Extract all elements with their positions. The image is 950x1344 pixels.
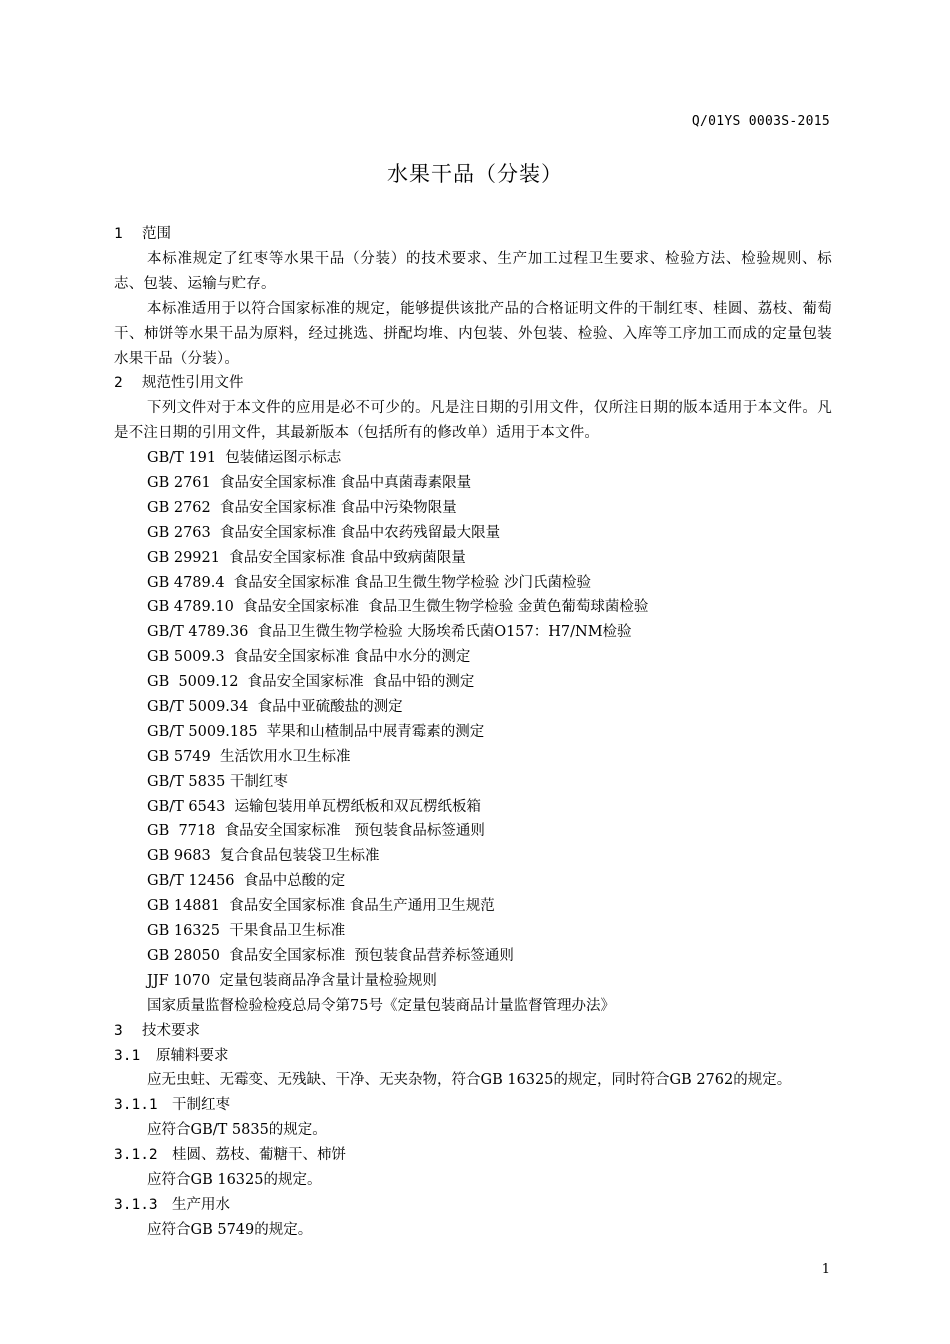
reference-item: GB/T 6543 运输包装用单瓦楞纸板和双瓦楞纸板箱 [147,798,482,815]
document-body [114,222,832,1243]
reference-item: GB 2763 食品安全国家标准 食品中农药残留最大限量 [147,524,501,541]
section-number: 3 [114,1022,123,1039]
section-title: 生产用水 [172,1196,230,1213]
section-number: 3.1.2 [114,1147,158,1164]
section-title: 范围 [142,226,171,242]
section-heading-normative-references [114,371,832,396]
paragraph [114,396,832,446]
reference-item: GB 9683 复合食品包装袋卫生标准 [147,848,380,865]
section-heading-scope [114,222,832,247]
section-number: 3.1.1 [114,1097,158,1114]
reference-item: GB 2762 食品安全国家标准 食品中污染物限量 [147,499,457,516]
reference-item: GB 5009.3 食品安全国家标准 食品中水分的测定 [147,649,471,666]
section-number: 1 [114,226,123,242]
section-title: 技术要求 [142,1022,200,1039]
reference-item: JJF 1070 定量包装商品净含量计量检验规则 [147,972,437,989]
subsection-heading-raw-materials [114,1044,832,1069]
section-title: 桂圆、荔枝、葡糖干、柿饼 [172,1147,346,1164]
paragraph: 应无虫蛀、无霉变、无残缺、干净、无夹杂物，符合GB 16325的规定，同时符合GB 2762的规定。 [147,1072,792,1089]
section-title: 原辅料要求 [156,1047,229,1064]
paragraph-text: 本标准适用于以符合国家标准的规定，能够提供该批产品的合格证明文件的干制红枣、桂圆、荔枝、葡萄干、柿饼等水果干品为原料，经过挑选、拼配均堆、内包装、外包装、检验、入库等工序加工而成的定量包装水果干品（分装）。 [114,300,832,367]
reference-item: GB 5749 生活饮用水卫生标准 [147,748,351,765]
document-title: 水果干品（分装） [387,162,563,186]
subsection-heading-dried-jujube [114,1093,832,1118]
reference-item: GB/T 5009.185 苹果和山楂制品中展青霉素的测定 [147,723,485,740]
standard-code: Q/01YS 0003S-2015 [691,114,830,129]
paragraph: 应符合GB 5749的规定。 [147,1221,313,1238]
reference-item: GB 16325 干果食品卫生标准 [147,923,346,940]
subsection-heading-longan-lychee [114,1143,832,1168]
reference-item: GB 14881 食品安全国家标准 食品生产通用卫生规范 [147,898,495,915]
reference-item: GB/T 191 包装储运图示标志 [147,450,342,467]
reference-item: GB 7718 食品安全国家标准 预包装食品标签通则 [147,823,485,840]
reference-item: GB 29921 食品安全国家标准 食品中致病菌限量 [147,549,466,566]
reference-item: GB 5009.12 食品安全国家标准 食品中铅的测定 [147,674,475,691]
reference-item: GB 28050 食品安全国家标准 预包装食品营养标签通则 [147,947,514,964]
reference-item: GB/T 5835 干制红枣 [147,773,288,790]
reference-item: GB 4789.10 食品安全国家标准 食品卫生微生物学检验 金黄色葡萄球菌检验 [147,599,649,616]
section-heading-technical-requirements [114,1019,832,1044]
section-title: 干制红枣 [172,1097,230,1114]
reference-item: GB/T 4789.36 食品卫生微生物学检验 大肠埃希氏菌O157：H7/NM检验 [147,624,632,641]
paragraph [114,297,832,372]
reference-item: 国家质量监督检验检疫总局令第75号《定量包装商品计量监督管理办法》 [147,997,615,1014]
reference-item: GB/T 5009.34 食品中亚硫酸盐的测定 [147,699,403,716]
section-number: 2 [114,375,123,392]
page-number: 1 [821,1262,830,1277]
subsection-heading-production-water [114,1193,832,1218]
paragraph-text: 本标准规定了红枣等水果干品（分装）的技术要求、生产加工过程卫生要求、检验方法、检验规则、标志、包装、运输与贮存。 [114,250,832,292]
reference-item: GB/T 12456 食品中总酸的定 [147,873,346,890]
paragraph [114,247,832,297]
paragraph: 应符合GB 16325的规定。 [147,1171,322,1188]
section-number: 3.1.3 [114,1196,158,1213]
section-title: 规范性引用文件 [142,375,244,392]
reference-item: GB 4789.4 食品安全国家标准 食品卫生微生物学检验 沙门氏菌检验 [147,574,592,591]
paragraph: 应符合GB/T 5835的规定。 [147,1122,327,1139]
reference-item: GB 2761 食品安全国家标准 食品中真菌毒素限量 [147,475,472,492]
section-number: 3.1 [114,1047,141,1064]
paragraph-text: 下列文件对于本文件的应用是必不可少的。凡是注日期的引用文件，仅所注日期的版本适用于本文件。凡是不注日期的引用文件，其最新版本（包括所有的修改单）适用于本文件。 [114,400,832,442]
reference-list [114,446,832,1018]
